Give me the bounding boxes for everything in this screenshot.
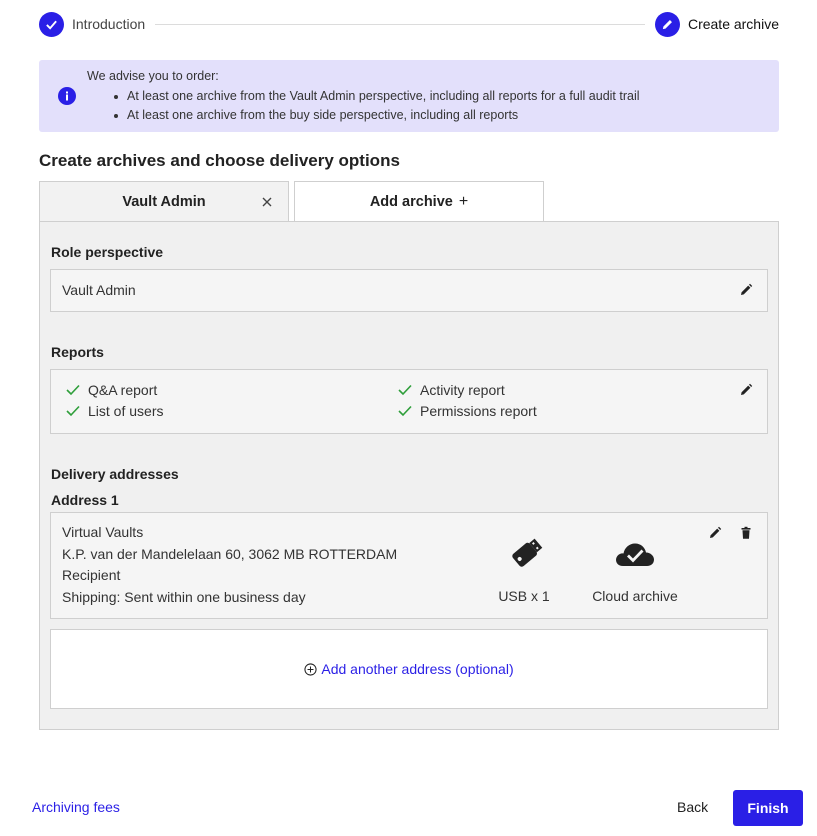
info-banner — [39, 60, 779, 132]
report-item — [398, 403, 537, 419]
address-name: Virtual Vaults — [62, 524, 144, 540]
info-list — [113, 87, 640, 125]
step-create-archive-label: Create archive — [687, 16, 779, 32]
add-another-address-link[interactable] — [304, 661, 513, 677]
plus-icon: + — [458, 192, 469, 210]
cloud-archive-label: Cloud archive — [592, 588, 678, 604]
step-introduction-label: Introduction — [72, 16, 146, 32]
delete-address-trash-icon[interactable] — [739, 526, 753, 540]
role-perspective-label: Role perspective — [51, 244, 164, 260]
reports-label: Reports — [51, 344, 104, 360]
address-shipping: Shipping: Sent within one business day — [62, 589, 306, 605]
info-icon — [58, 87, 76, 105]
section-title: Create archives and choose delivery options — [39, 151, 400, 170]
step-introduction[interactable] — [39, 12, 145, 37]
info-list-item: At least one archive from the buy side perspective, including all reports — [113, 106, 640, 125]
stepper-connector — [155, 24, 645, 25]
add-another-address-label: Add another address (optional) — [321, 661, 514, 677]
report-item — [66, 382, 157, 398]
add-address-box[interactable] — [50, 629, 768, 709]
edit-reports-pencil-icon[interactable] — [739, 383, 753, 397]
step-create-archive — [655, 12, 779, 37]
circle-plus-icon — [304, 663, 317, 676]
report-item-label: Permissions report — [420, 403, 537, 419]
check-icon — [39, 12, 64, 37]
delivery-option-usb — [496, 535, 552, 604]
tab-add-archive[interactable] — [294, 181, 544, 222]
delivery-addresses-label: Delivery addresses — [51, 466, 179, 482]
reports-box — [50, 369, 768, 434]
cloud-check-icon — [613, 535, 657, 573]
role-perspective-value: Vault Admin — [62, 282, 136, 298]
address-recipient: Recipient — [62, 567, 121, 583]
edit-address-pencil-icon[interactable] — [708, 526, 722, 540]
tab-vault-admin[interactable] — [39, 181, 289, 222]
report-item — [66, 403, 163, 419]
info-intro: We advise you to order: — [87, 69, 219, 83]
usb-icon — [504, 535, 544, 573]
address-1-label: Address 1 — [51, 492, 119, 508]
check-icon — [66, 384, 80, 396]
role-perspective-box — [50, 269, 768, 312]
tab-vault-admin-label: Vault Admin — [122, 194, 206, 210]
finish-button[interactable]: Finish — [733, 790, 803, 826]
address-box — [50, 512, 768, 619]
edit-role-pencil-icon[interactable] — [739, 283, 753, 297]
tab-add-archive-label: Add archive — [369, 193, 453, 210]
back-button[interactable]: Back — [677, 799, 709, 815]
info-list-item: At least one archive from the Vault Admin perspective, including all reports for a full audit trail — [113, 87, 640, 106]
report-item-label: List of users — [88, 403, 164, 419]
delivery-option-cloud — [583, 535, 687, 604]
report-item — [398, 382, 505, 398]
usb-label: USB x 1 — [498, 588, 550, 604]
report-item-label: Q&A report — [88, 382, 158, 398]
archiving-fees-link[interactable]: Archiving fees — [32, 799, 120, 815]
archive-panel — [39, 221, 779, 730]
check-icon — [66, 405, 80, 417]
check-icon — [398, 384, 412, 396]
address-street: K.P. van der Mandelelaan 60, 3062 MB ROTTERDAM — [62, 546, 398, 562]
close-icon[interactable] — [260, 195, 274, 209]
stepper — [39, 10, 779, 38]
report-item-label: Activity report — [420, 382, 505, 398]
pencil-icon — [655, 12, 680, 37]
check-icon — [398, 405, 412, 417]
